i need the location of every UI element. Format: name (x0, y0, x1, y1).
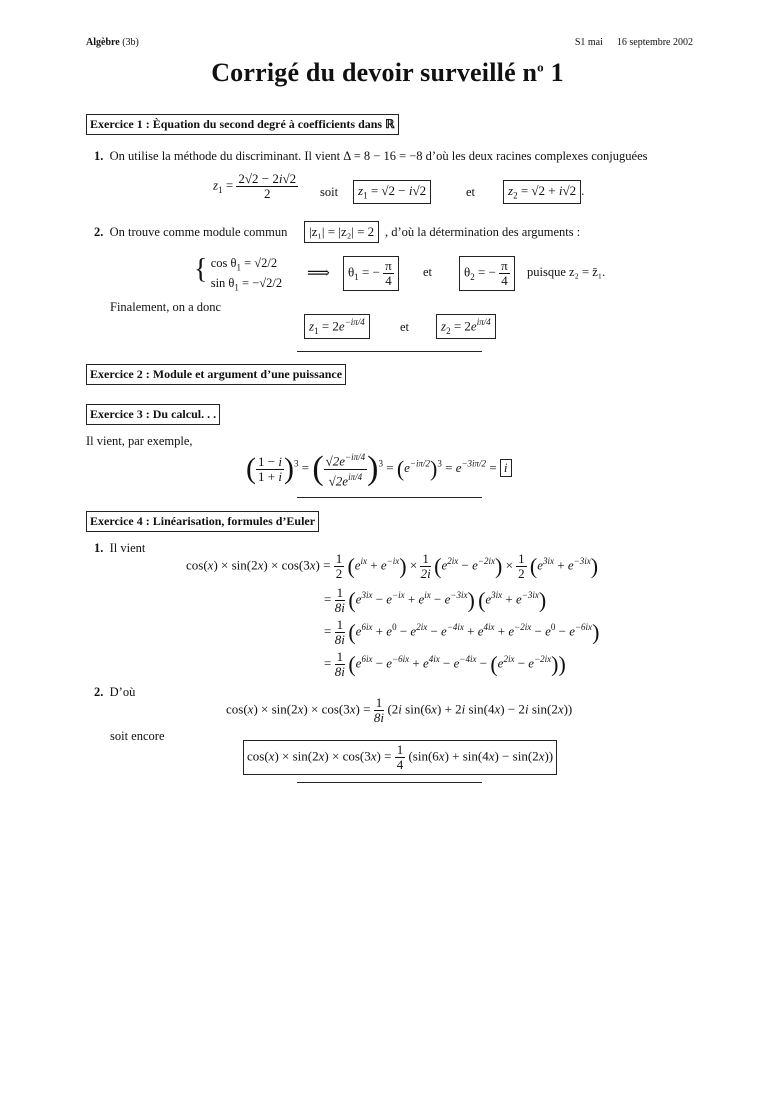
ex4-soit-encore: soit encore (110, 729, 165, 743)
ex1-puisque: puisque z₂ = z̄₁. (527, 265, 606, 279)
separator-1 (297, 351, 482, 352)
ex1-final-z1: $z_1 = 2e^{-i\pi/4}$ (304, 314, 370, 339)
ex1-final-z2: $z_2 = 2e^{i\pi/4}$ (436, 314, 496, 339)
exercise-2-heading: Exercice 2 : Module et argument d’une puissance (86, 364, 346, 385)
ex3-calculation: ( $\frac{1 - i}{1 + i}$ )$^3$ = ( $\frac{√2e^{-i\pi/4}}{√2e^{i\pi/4}}$ )$^3 = (e^{-i\pi/2})^3 = e^{-3i\pi/2} = i$ (246, 450, 512, 488)
ex4-line-1: cos(x) × sin(2x) × cos(3x) = $\frac{1}{2}$ $(e^{ix} + e^{-ix})$ × $\frac{1}{2i}$ $(e^{2ix} - e^{-2ix})$ × $\frac{1}{2}$ $(e^{3ix} + e^{-3ix})$ (186, 551, 599, 581)
ex1-cos-sin-system: { $\cos \theta_1 = √2/2$ $\sin \theta_1 = -√2/2$ (194, 254, 283, 292)
header-course: Algèbre (3b) (86, 37, 139, 48)
ex4-line-2: = $\frac{1}{8i}$ $(e^{3ix} - e^{-ix} + e^{ix} - e^{-3ix}) (e^{3ix} + e^{-3ix})$ (324, 585, 547, 615)
ex1-q2-cont: , d’où la détermination des arguments : (385, 225, 581, 239)
separator-3 (297, 782, 482, 783)
ex1-common-modulus: |z₁| = |z₂| = 2 (304, 221, 379, 243)
ex1-et-2: et (423, 265, 433, 279)
ex3-intro: Il vient, par exemple, (86, 434, 193, 448)
ex4-line-3: = $\frac{1}{8i}$ $(e^{6ix} + e^0 - e^{2ix} - e^{-4ix} + e^{4ix} + e^{-2ix} - e^0 - e^{-6ix})$ (324, 617, 600, 647)
ex1-finalement: Finalement, on a donc (110, 300, 222, 314)
ex1-theta2: $\theta_2$ = − $\frac{\pi}{4}$ (459, 256, 515, 291)
exercise-4-heading: Exercice 4 : Linéarisation, formules d’Euler (86, 511, 319, 532)
ex4-q1: 1. Il vient (94, 541, 146, 555)
exercise-1-heading: Exercice 1 : Èquation du second degré à coefficients dans ℝ (86, 114, 399, 135)
ex1-root-z2: $z_2 = √2 + i√2$ . (503, 180, 584, 204)
ex1-soit: soit (320, 185, 339, 199)
ex1-et-3: et (400, 320, 410, 334)
ex4-line-4: = $\frac{1}{8i}$ $(e^{6ix} - e^{-6ix} + e^{4ix} - e^{-4ix} - (e^{2ix} - e^{-2ix}))$ (324, 649, 566, 679)
ex4-final-result: cos(x) × sin(2x) × cos(3x) = $\frac{1}{4}$ (sin(6x) + sin(4x) − sin(2x)) (243, 740, 557, 775)
ex1-theta1: $\theta_1$ = − $\frac{\pi}{4}$ (343, 256, 399, 291)
page-title: Corrigé du devoir surveillé $n^o$ 1 (211, 58, 564, 87)
ex4-result-1: cos(x) × sin(2x) × cos(3x) = $\frac{1}{8i}$ (2i sin(6x) + 2i sin(4x) − 2i sin(2x)) (226, 695, 573, 725)
exercise-3-heading: Exercice 3 : Du calcul. . . (86, 404, 220, 425)
implies-arrow: ⟹ (307, 265, 330, 282)
header-dates: S1 mai 16 septembre 2002 (574, 37, 693, 48)
ex1-et-1: et (466, 185, 476, 199)
ex1-q2: 2. On trouve comme module commun (94, 225, 288, 239)
ex1-root-z1: $z_1 = √2 - i√2$ (353, 180, 431, 204)
ex1-q1: 1. On utilise la méthode du discriminant. Il vient Δ = 8 − 16 = −8 d’où les deux racines complexes conjuguées (94, 149, 648, 163)
ex1-roots-formula: $z_1$ = $\frac{2√2 - 2i√2}{2}$ (213, 171, 297, 201)
separator-2 (297, 497, 482, 498)
ex4-q2: 2. D’où (94, 685, 136, 699)
